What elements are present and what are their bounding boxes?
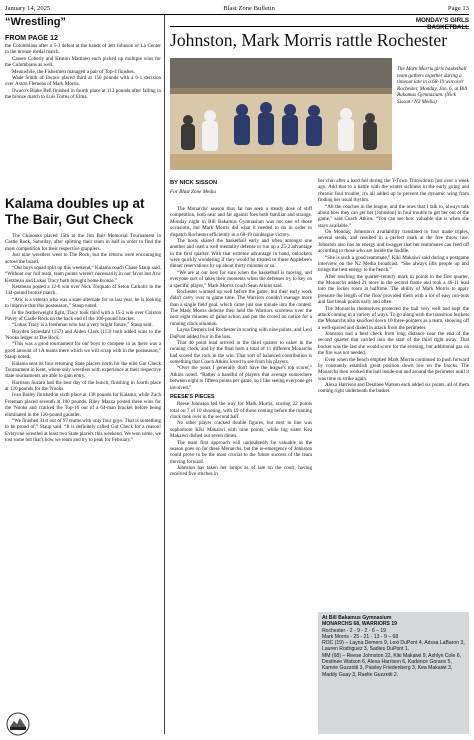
paragraph: After reaching the quarter-century mark in points in the first quarter, the Monarchs added 21 more in the second frame and took a 46-11 lead into the locker room at halftime. The ability of Mark Morris to apply pressure the length of the floor provided them with a lot of easy run-outs and fast break points early and often. — [318, 273, 469, 306]
paragraph: the Columbians after a 5-3 defeat at the hands of Jett Johnson of La Center in the bronze medal match. — [5, 43, 161, 56]
basketball-headline: Johnston, Mark Morris rattle Rochester — [170, 30, 448, 50]
paragraph: Ilwaco's Blake Bell finished in fourth place at 113 pounds after falling in the bronze match to Luis Torres of Elma. — [5, 87, 161, 100]
paragraph: Alexa Harrison and Destinee Watson each added six points, all of them coming right underneath the basket. — [318, 382, 469, 395]
paragraph: “All the coaches in the league, and the ones that I talk to, always talk about how they can get her [Johnston] in foul trouble to get her out of the game,” said Coach Atkins. “You can see how valuable she is when she stays available.” — [318, 203, 469, 229]
paragraph: Brayden Storedahl (157) and Aiden Clark (113) both added wins to the 'Nooks ledger at The Rock. — [5, 328, 161, 341]
paragraph: Rochester warmed up well before the game, but their early work didn't carry over to game time. The Warriors couldn't manage more than a single field goal, which came just one minute into the contest. The Mark Morris defense then held the Warriors scoreless over the next eight minutes of game action and put the crowd on notice for a running clock situation. — [170, 288, 312, 327]
paragraph: Ketzbeau posted a 12-6 win over Nick Torquato of Seton Catholic in the 144-pound bronze match. — [5, 284, 161, 297]
paragraph: Meanwhile, the Fishermen managed a pair of Top-4 finishes. — [12, 68, 135, 75]
paragraph: “She is such a good teammate,” Kiki Makaiwi said during a postgame interview on the N2 Media broadcast. “She always lifts people up and brings the best energy to the bench.” — [318, 254, 469, 274]
box-final-score: MONARCHS 68, WARRIORS 19 — [322, 621, 398, 628]
section-rule — [170, 26, 469, 27]
paragraph: Layna Demers led Rochester in scoring with nine points, and Lexi DuPont added four in the loss. — [170, 327, 312, 340]
paragraph: Johnston had a heat check from long distance near the end of the second quarter that carried into the start of the third right away. That bucket was the last she would score for the evening, but additional gas on the fire was not needed. — [318, 331, 469, 357]
paragraph: Reese Johnston led the way for Mark Morris, scoring 22 points total on 7 of 10 shooting, with 19 of those coming before the running clock took over in the second half. — [170, 401, 312, 420]
paragraph: “This was a good tournament for our boys to compete in as there was a good amount of 1A teams there which we will scrap with in the postseason,” Staup noted. — [5, 341, 161, 361]
paragraph: Even when the bench emptied Mark Morris continued to push forward by constantly establish great position down low on the blocks. The Monarchs then worked the ball inside-out and around the perimeter until it was time to strike again. — [318, 356, 469, 382]
jump-kicker: “Wrestling” — [5, 16, 66, 28]
box-line: ROC (19) – Layna Demers 9, Lexi DuPont 4, Arissa LaBaron 3, Lauren Rodriguez 3, Sadies DuPont 1. — [322, 640, 465, 653]
paragraph: “Lukas Tracy is a freshman who has a very bright future,” Staup said. — [12, 322, 153, 329]
paragraph: On Monday, Johnston's availability translated to four made triples, several steals, and resulted in a perfect mark at the free throw line. Johnston also has an energy and swagger that her teammates can feed off according to those who are inside the huddle. — [318, 229, 469, 255]
paragraph: Ivan Bailey finished in sixth place at 138 pounds for Kalama, while Zach Freeman placed seventh at 190 pounds. Riley Mazza posted three wins for the 'Nooks and cracked the Top-16 out of a 64-man bracket before being eliminated in the 120-pound gauntlet. — [5, 392, 161, 418]
paragraph: The Monarchs themselves protected the ball very well and kept the attack coming in a variety of ways. To go along with the transition buckets the Monarchs also knocked down 10 three-pointers as a team, showing off a well-spaced and dialed in attack from the perimeter. — [318, 305, 469, 331]
box-score — [318, 612, 469, 734]
paragraph: The Monarchs' season thus far has seen a steady dose of stiff competition, both near and far against foes both familiar and strange. Monday night in Bill Bakamus Gymnasium was not one of those occasions, but Mark Morris did what it needed to do in order to dispatch Rochester efficiently in a 68-19 nonleague victory. — [170, 206, 312, 238]
publication-name: Blast Zone Bulletin — [223, 4, 275, 12]
basketball-article-col2 — [318, 178, 469, 608]
byline-title: For Blast Zone Media — [170, 189, 216, 195]
paragraph: Wade Smith of Ilwaco placed third at 150 pounds with a 6-1 decision over Axton Flemens of Mark Morris. — [5, 74, 161, 88]
paragraph: Harrison Suzara had the best day of the bunch, finishing in fourth place at 120 pounds for the 'Nooks. — [5, 379, 161, 392]
paragraph: The team first approach will undoubtedly be valuable as the season goes on for these Monarchs, but the re-emergence of Johnston could prove to be the most crucial to the future success of the team moving forward. — [170, 439, 312, 465]
paragraph: That 40 point lead arrived in the third quarter to usher in the running clock, and by the final horn a total of 11 different Monarchs had scored the rock in the win. That sort of balanced contribution is something that Coach Atkins loved to see from his players. — [170, 339, 312, 365]
paragraph: The hosts shared the basketball early and often amongst one another and used a well mentality defense to run up a 25-2 advantage in the first quarter. With that extreme advantage in hand, onlookers were quickly wondering if they would be treated to those Applebee's dinner reservations by up about thirty minutes or so. — [170, 237, 312, 270]
paragraph: “Over the years I generally don't have the league's top scorer,” Atkins noted. “Rather a handful of players that average somewhere between eight to fifteen points per game, so I like seeing everyone get involved.” — [170, 365, 312, 391]
photo-caption: The Mark Morris girls basketball team gathers together during a timeout late in a 68-19 win over Rochester, Monday, Jan. 6, at Bill Bakamus Gymnasium. (Nick Sisson / N2 Media) — [397, 66, 468, 105]
kalama-article — [5, 233, 161, 709]
paragraph: “We finished 31st out of 97 teams with only four guys. That is something to be proud of,” Staup said. “It is definitely called Gut Check for a reason! Everyone wrestled at least two State placers this weekend. We won some, we lost some but that's how we learn and try to peak for February.” — [5, 417, 161, 443]
paragraph: Johnston has taken her lumps as of late on the court, having received five stitches in — [170, 465, 312, 478]
paragraph: No other player cracked double figures, but next in line was sophomore Kiki Makaiwi with nine points, while big sister Kea Makaiwi dished out seven dimes. — [170, 420, 312, 440]
paragraph: Kalama sent its four returning State placers north for the elite Gut Check Tournament in Kent, where only wrestlers with experience at their respective state tournaments are able to gain entry. — [5, 360, 161, 380]
jump-from: FROM PAGE 12 — [5, 33, 58, 42]
paragraph: The Chinooks placed 15th at the Jim Bair Memorial Tournament in Castle Rock, Saturday, after splitting their team in half in order to find the most competition for their respective grapplers. — [5, 233, 161, 252]
page-header — [5, 2, 469, 14]
paragraph: her chin after a hard fall during the T-Town Throwdown just over a week ago. Add that to a battle with the winter sickness in the early going and chronic foul trouble, it's all added up to prevent the dynamic wing from finding her usual rhythm. — [318, 178, 469, 204]
paragraph: In the featherweight fight, Tracy took third with a 15-2 win over Colston Pavey of Castle Rock on the back end of the 106-pound bracket. — [5, 309, 161, 322]
paragraph: “Our boys squad split up this weekend,” Kalama coach Chase Staup said. “Without our full team, team points weren't necessarily in our favor but Aric Ketzbeau and Lukas Tracy both brought home bronze.” — [5, 264, 161, 284]
column-divider — [164, 15, 165, 734]
byline: BY NICK SISSON — [170, 180, 218, 186]
paragraph: “Aric is a veteran who was a state alternate for us last year, he is looking to improve that this postseason,” Staup noted. — [5, 296, 161, 310]
basketball-article-col1 — [170, 206, 312, 736]
paragraph: Just nine wrestlers went to The Rock, but the returns were encouraging across the board. — [5, 252, 161, 265]
box-line: Mark Morris - 25 - 21 - 13 - 9 – 68 — [322, 633, 399, 640]
paragraph: “We are at our best for sure when the basketball is moving, and everyone sort of takes their moments when the defenses try to key on a specific player,” Mark Morris coach Sean Atkins said. — [170, 269, 312, 289]
blast-zone-logo-icon — [6, 712, 30, 736]
kalama-headline: Kalama doubles up at The Bair, Gut Check — [5, 196, 145, 227]
box-line: Rochester - 2 - 9 - 2 - 6 – 19 — [322, 627, 386, 634]
page-number: Page 13 — [447, 4, 469, 12]
subhead: REESE'S PIECES — [170, 393, 215, 400]
section-label: MONDAY'S GIRLS BASKETBALL — [415, 17, 469, 31]
photo-illustration-icon — [170, 58, 392, 170]
header-rule — [5, 14, 469, 15]
box-line: MM (68) – Reese Johnston 22, Kiki Makaiwi 9, Ashlyn Cole 6, Destinee Watson 6, Alexa Harrison 6, Kadence Gorans 5, Kamrie Guzzotti 3, Paisley Friedenberg 3, Kea Makaiwi 3, Maddy Guay 3, Raelie Guzzotti 2. — [322, 652, 462, 678]
box-venue: At Bill Bakamus Gymnasium — [322, 615, 392, 621]
wrestling-continued — [5, 43, 161, 193]
paragraph: Carsen Coberly and Keaton Mattinen each picked up multiple wins for the Columbians as well. — [5, 55, 161, 69]
team-huddle-photo — [170, 58, 392, 170]
issue-date: January 14, 2025 — [5, 4, 51, 12]
